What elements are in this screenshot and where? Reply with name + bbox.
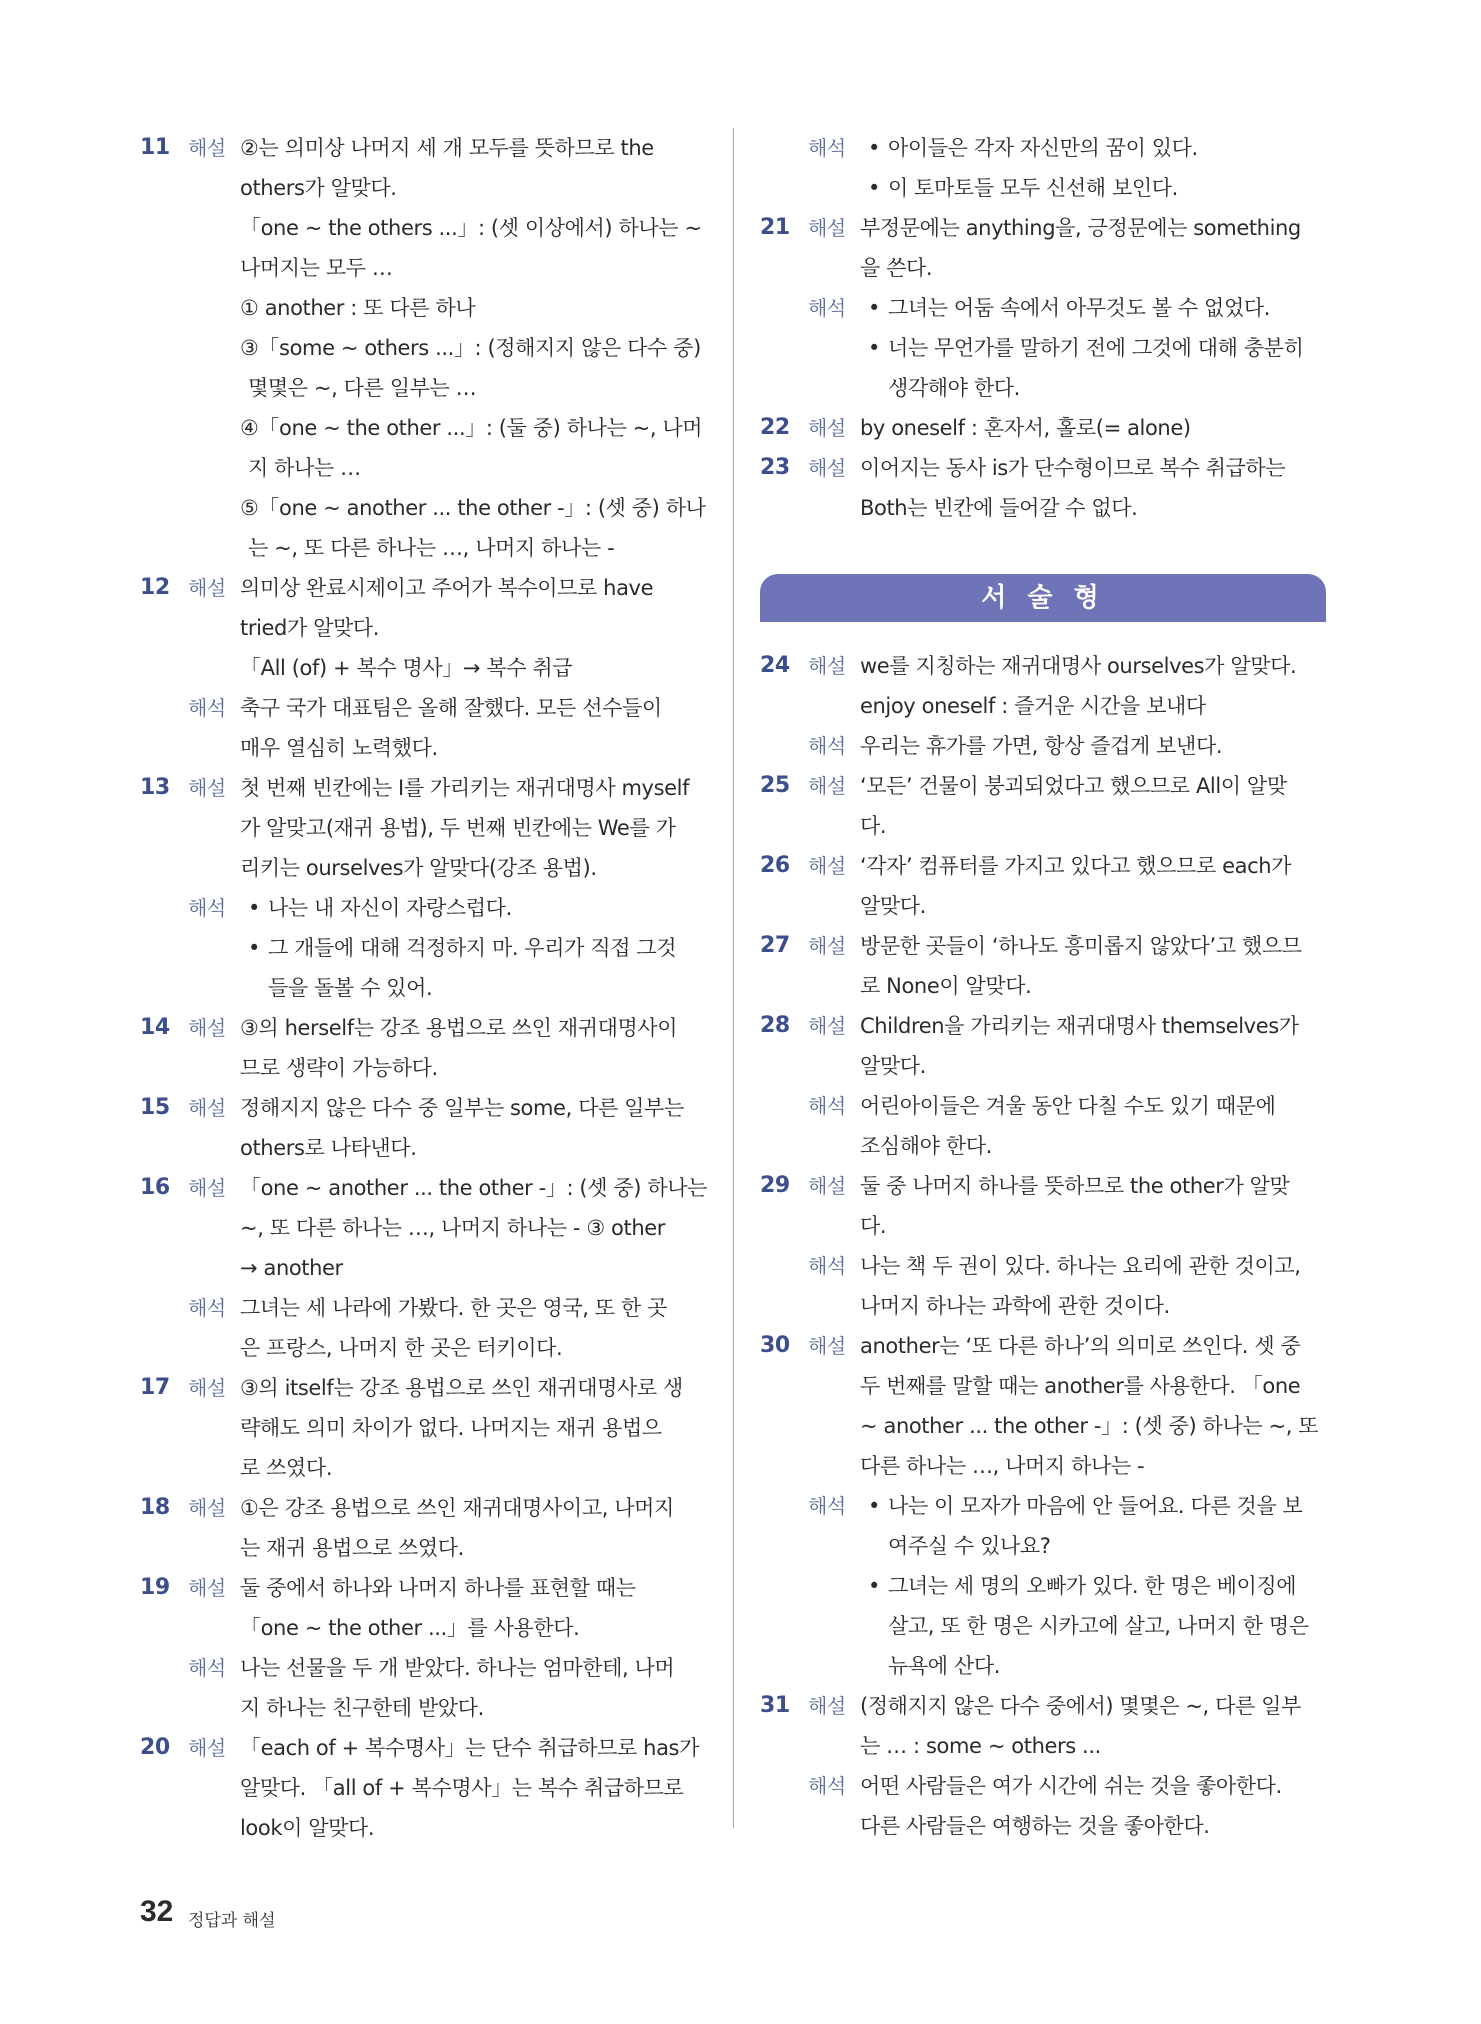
question-number: 28 <box>760 1013 790 1038</box>
explanation-text: 지 하나는 … <box>248 456 361 480</box>
translation-text: 이 토마토들 모두 신선해 보인다. <box>888 176 1178 200</box>
explanation-text: → another <box>240 1256 343 1280</box>
explanation-text: 가 알맞고(재귀 용법), 두 번째 빈칸에는 We를 가 <box>240 816 676 840</box>
explanation-text: 는 … : some ~ others ... <box>860 1734 1101 1758</box>
translation-text: 축구 국가 대표팀은 올해 잘했다. 모든 선수들이 <box>240 696 662 720</box>
explanation-text: 략해도 의미 차이가 없다. 나머지는 재귀 용법으 <box>240 1416 662 1440</box>
explanation-text: 다른 하나는 …, 나머지 하나는 - <box>860 1454 1145 1478</box>
haeseok-label: 해석 <box>188 1296 226 1320</box>
translation-text: 어린아이들은 겨울 동안 다칠 수도 있기 때문에 <box>860 1094 1276 1118</box>
question-number: 17 <box>140 1375 170 1400</box>
translation-text: 나머지 하나는 과학에 관한 것이다. <box>860 1294 1170 1318</box>
explanation-text: 몇몇은 ~, 다른 일부는 … <box>248 376 477 400</box>
footer-label: 정답과 해설 <box>188 1911 276 1931</box>
answer-22 <box>760 408 1326 448</box>
haeseol-label: 해설 <box>808 216 846 240</box>
explanation-text: 로 쓰였다. <box>240 1456 333 1480</box>
explanation-text: 을 쓴다. <box>860 256 933 280</box>
explanation-text: 이어지는 동사 is가 단수형이므로 복수 취급하는 <box>860 456 1286 480</box>
explanation-text: 로 None이 알맞다. <box>860 974 1032 998</box>
haeseok-label: 해석 <box>808 734 846 758</box>
haeseol-label: 해설 <box>808 416 846 440</box>
translation-text: 여주실 수 있나요? <box>888 1534 1051 1558</box>
question-number: 19 <box>140 1575 170 1600</box>
question-number: 22 <box>760 415 790 440</box>
answer-19 <box>140 1568 706 1728</box>
explanation-text: ~, 또 다른 하나는 …, 나머지 하나는 - ③ other <box>240 1216 666 1240</box>
translation-text: 나는 선물을 두 개 받았다. 하나는 엄마한테, 나머 <box>240 1656 675 1680</box>
translation-text: 은 프랑스, 나머지 한 곳은 터키이다. <box>240 1336 563 1360</box>
answer-18 <box>140 1488 706 1568</box>
translation-text: 조심해야 한다. <box>860 1134 992 1158</box>
haeseok-label: 해석 <box>808 296 846 320</box>
haeseok-label: 해석 <box>808 1094 846 1118</box>
answer-23 <box>760 448 1326 528</box>
answer-21 <box>760 208 1326 408</box>
answer-11 <box>140 128 706 568</box>
translation-text: 그녀는 세 나라에 가봤다. 한 곳은 영국, 또 한 곳 <box>240 1296 667 1320</box>
answer-29 <box>760 1166 1326 1326</box>
translation-text: 우리는 휴가를 가면, 항상 즐겁게 보낸다. <box>860 734 1223 758</box>
explanation-text: ②는 의미상 나머지 세 개 모두를 뜻하므로 the <box>240 136 654 160</box>
translation-text: 지 하나는 친구한테 받았다. <box>240 1696 484 1720</box>
explanation-text: others로 나타낸다. <box>240 1136 417 1160</box>
answer-27 <box>760 926 1326 1006</box>
explanation-text: Children을 가리키는 재귀대명사 themselves가 <box>860 1014 1299 1038</box>
answer-28 <box>760 1006 1326 1166</box>
translation-text: 생각해야 한다. <box>888 376 1020 400</box>
explanation-text: 두 번째를 말할 때는 another를 사용한다. 「one <box>860 1374 1301 1398</box>
explanation-text: look이 알맞다. <box>240 1816 375 1840</box>
page-number: 32 <box>140 1895 174 1928</box>
explanation-text: ③의 itself는 강조 용법으로 쓰인 재귀대명사로 생 <box>240 1376 683 1400</box>
explanation-text: 알맞다. 「all of + 복수명사」는 복수 취급하므로 <box>240 1776 684 1800</box>
explanation-text: 「each of + 복수명사」는 단수 취급하므로 has가 <box>240 1736 699 1760</box>
explanation-text: 리키는 ourselves가 알맞다(강조 용법). <box>240 856 597 880</box>
haeseol-label: 해설 <box>808 654 846 678</box>
translation-text: 살고, 또 한 명은 시카고에 살고, 나머지 한 명은 <box>888 1614 1309 1638</box>
explanation-text: ①은 강조 용법으로 쓰인 재귀대명사이고, 나머지 <box>240 1496 674 1520</box>
bullet-icon: • <box>868 1574 880 1598</box>
answer-20 <box>140 1728 706 1848</box>
question-number: 16 <box>140 1175 170 1200</box>
translation-text: 아이들은 각자 자신만의 꿈이 있다. <box>888 136 1198 160</box>
question-number: 27 <box>760 933 790 958</box>
bullet-icon: • <box>868 296 880 320</box>
haeseol-label: 해설 <box>188 1096 226 1120</box>
translation-text: 그녀는 세 명의 오빠가 있다. 한 명은 베이징에 <box>888 1574 1297 1598</box>
explanation-text: (정해지지 않은 다수 중에서) 몇몇은 ~, 다른 일부 <box>860 1694 1301 1718</box>
explanation-text: 둘 중에서 하나와 나머지 하나를 표현할 때는 <box>240 1576 636 1600</box>
answer-17 <box>140 1368 706 1488</box>
explanation-text: 「All (of) + 복수 명사」→ 복수 취급 <box>240 656 573 680</box>
question-number: 12 <box>140 575 170 600</box>
haeseol-label: 해설 <box>188 1016 226 1040</box>
explanation-text: 「one ~ the other ...」를 사용한다. <box>240 1616 580 1640</box>
question-number: 26 <box>760 853 790 878</box>
translation-text: 다른 사람들은 여행하는 것을 좋아한다. <box>860 1814 1210 1838</box>
question-number: 24 <box>760 653 790 678</box>
explanation-text: ③의 herself는 강조 용법으로 쓰인 재귀대명사이 <box>240 1016 678 1040</box>
question-number: 13 <box>140 775 170 800</box>
answer-13 <box>140 768 706 1008</box>
question-number: 25 <box>760 773 790 798</box>
explanation-text: tried가 알맞다. <box>240 616 380 640</box>
haeseol-label: 해설 <box>188 1376 226 1400</box>
haeseol-label: 해설 <box>808 1174 846 1198</box>
question-number: 15 <box>140 1095 170 1120</box>
translation-text: 매우 열심히 노력했다. <box>240 736 438 760</box>
explanation-text: others가 알맞다. <box>240 176 397 200</box>
haeseol-label: 해설 <box>808 854 846 878</box>
answer-16 <box>140 1168 706 1368</box>
haeseok-label: 해석 <box>808 1774 846 1798</box>
haeseol-label: 해설 <box>188 1496 226 1520</box>
translation-text: 너는 무언가를 말하기 전에 그것에 대해 충분히 <box>888 336 1304 360</box>
translation-text: 뉴욕에 산다. <box>888 1654 1000 1678</box>
haeseok-label: 해석 <box>188 1656 226 1680</box>
answer-20-translation <box>760 128 1326 208</box>
left-column <box>140 128 706 1848</box>
answer-25 <box>760 766 1326 846</box>
haeseol-label: 해설 <box>188 1576 226 1600</box>
haeseok-label: 해석 <box>808 136 846 160</box>
explanation-text: ① another : 또 다른 하나 <box>240 296 476 320</box>
explanation-text: ‘각자’ 컴퓨터를 가지고 있다고 했으므로 each가 <box>860 854 1292 878</box>
explanation-text: enjoy oneself : 즐거운 시간을 보내다 <box>860 694 1206 718</box>
haeseol-label: 해설 <box>188 776 226 800</box>
haeseol-label: 해설 <box>808 934 846 958</box>
question-number: 31 <box>760 1693 790 1718</box>
explanation-text: 의미상 완료시제이고 주어가 복수이므로 have <box>240 576 654 600</box>
explanation-text: we를 지칭하는 재귀대명사 ourselves가 알맞다. <box>860 654 1297 678</box>
explanation-text: 알맞다. <box>860 1054 926 1078</box>
explanation-text: 「one ~ another ... the other -」: (셋 중) 하나는 <box>240 1176 707 1200</box>
answer-24 <box>760 646 1326 766</box>
explanation-text: by oneself : 혼자서, 홀로(= alone) <box>860 416 1191 440</box>
question-number: 18 <box>140 1495 170 1520</box>
answer-31 <box>760 1686 1326 1846</box>
explanation-text: 알맞다. <box>860 894 926 918</box>
section-header-descriptive: 서 술 형 <box>760 574 1326 622</box>
explanation-text: ⑤「one ~ another ... the other -」: (셋 중) 하나 <box>240 496 706 520</box>
translation-text: 그녀는 어둠 속에서 아무것도 볼 수 없었다. <box>888 296 1270 320</box>
question-number: 29 <box>760 1173 790 1198</box>
translation-text: 그 개들에 대해 걱정하지 마. 우리가 직접 그것 <box>268 936 677 960</box>
bullet-icon: • <box>868 176 880 200</box>
question-number: 11 <box>140 135 170 160</box>
explanation-text: 방문한 곳들이 ‘하나도 흥미롭지 않았다’고 했으므 <box>860 934 1302 958</box>
explanation-text: 나머지는 모두 … <box>240 256 393 280</box>
explanation-text: 므로 생략이 가능하다. <box>240 1056 438 1080</box>
explanation-text: 첫 번째 빈칸에는 I를 가리키는 재귀대명사 myself <box>240 776 690 800</box>
explanation-text: ③「some ~ others ...」: (정해지지 않은 다수 중) <box>240 336 701 360</box>
explanation-text: 부정문에는 anything을, 긍정문에는 something <box>860 216 1301 240</box>
haeseok-label: 해석 <box>188 696 226 720</box>
bullet-icon: • <box>248 936 260 960</box>
haeseol-label: 해설 <box>808 456 846 480</box>
question-number: 30 <box>760 1333 790 1358</box>
answer-26 <box>760 846 1326 926</box>
haeseol-label: 해설 <box>808 1014 846 1038</box>
bullet-icon: • <box>868 1494 880 1518</box>
translation-text: 어떤 사람들은 여가 시간에 쉬는 것을 좋아한다. <box>860 1774 1282 1798</box>
column-divider <box>733 128 734 1828</box>
explanation-text: ④「one ~ the other ...」: (둘 중) 하나는 ~, 나머 <box>240 416 703 440</box>
answer-12 <box>140 568 706 768</box>
haeseok-label: 해석 <box>808 1494 846 1518</box>
bullet-icon: • <box>248 896 260 920</box>
explanation-text: 다. <box>860 814 887 838</box>
translation-text: 나는 내 자신이 자랑스럽다. <box>268 896 512 920</box>
question-number: 20 <box>140 1735 170 1760</box>
answer-30 <box>760 1326 1326 1686</box>
explanation-text: 정해지지 않은 다수 중 일부는 some, 다른 일부는 <box>240 1096 684 1120</box>
explanation-text: 다. <box>860 1214 887 1238</box>
answer-15 <box>140 1088 706 1168</box>
explanation-text: ~ another ... the other -」: (셋 중) 하나는 ~, 또 <box>860 1414 1319 1438</box>
question-number: 23 <box>760 455 790 480</box>
explanation-text: 「one ~ the others ...」: (셋 이상에서) 하나는 ~ <box>240 216 702 240</box>
haeseol-label: 해설 <box>808 1334 846 1358</box>
bullet-icon: • <box>868 136 880 160</box>
explanation-text: ‘모든’ 건물이 붕괴되었다고 했으므로 All이 알맞 <box>860 774 1287 798</box>
haeseol-label: 해설 <box>188 576 226 600</box>
answer-14 <box>140 1008 706 1088</box>
translation-text: 들을 돌볼 수 있어. <box>268 976 433 1000</box>
translation-text: 나는 책 두 권이 있다. 하나는 요리에 관한 것이고, <box>860 1254 1301 1278</box>
bullet-icon: • <box>868 336 880 360</box>
explanation-text: another는 ‘또 다른 하나’의 의미로 쓰인다. 셋 중 <box>860 1334 1301 1358</box>
haeseol-label: 해설 <box>188 1176 226 1200</box>
translation-text: 나는 이 모자가 마음에 안 들어요. 다른 것을 보 <box>888 1494 1303 1518</box>
question-number: 21 <box>760 215 790 240</box>
explanation-text: 는 재귀 용법으로 쓰였다. <box>240 1536 464 1560</box>
haeseol-label: 해설 <box>808 1694 846 1718</box>
explanation-text: Both는 빈칸에 들어갈 수 없다. <box>860 496 1138 520</box>
haeseol-label: 해설 <box>808 774 846 798</box>
haeseol-label: 해설 <box>188 1736 226 1760</box>
explanation-text: 는 ~, 또 다른 하나는 …, 나머지 하나는 - <box>248 536 615 560</box>
haeseol-label: 해설 <box>188 136 226 160</box>
haeseok-label: 해석 <box>808 1254 846 1278</box>
haeseok-label: 해석 <box>188 896 226 920</box>
question-number: 14 <box>140 1015 170 1040</box>
right-column <box>760 128 1326 1846</box>
explanation-text: 둘 중 나머지 하나를 뜻하므로 the other가 알맞 <box>860 1174 1290 1198</box>
